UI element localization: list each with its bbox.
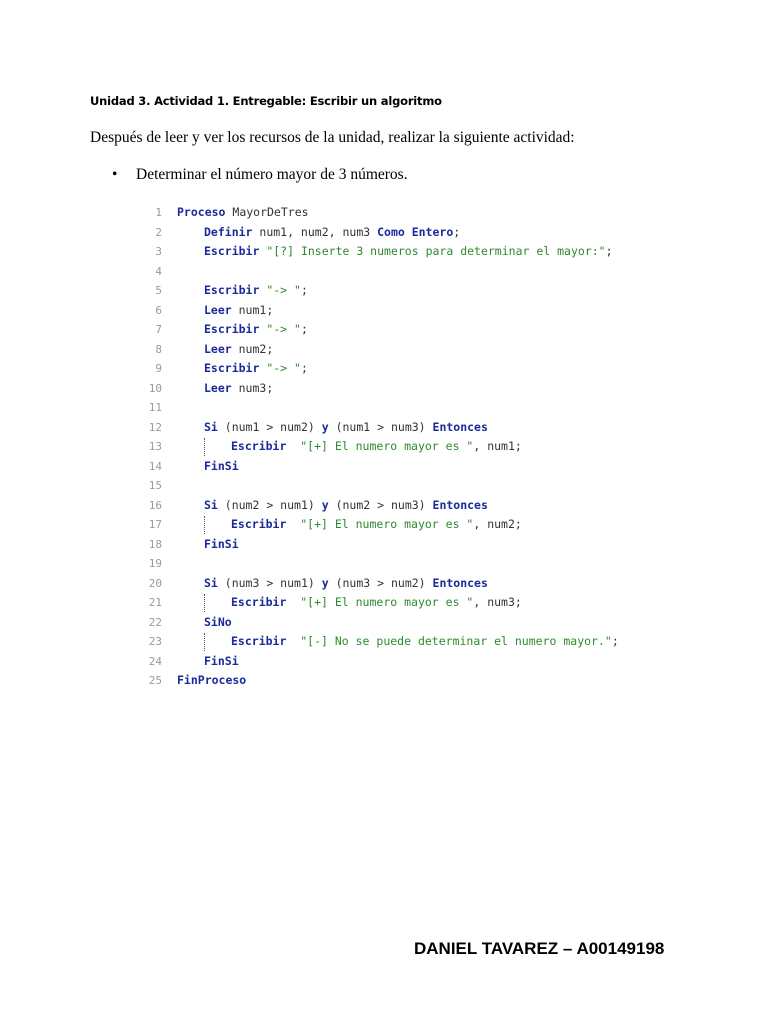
code-keyword: Si (204, 575, 218, 590)
code-keyword: Si (204, 419, 218, 434)
code-token: (num2 > num3) (328, 497, 433, 512)
code-line (140, 359, 619, 379)
code-text (177, 671, 246, 691)
line-number: 13 (148, 440, 162, 453)
code-line (140, 437, 619, 457)
code-keyword: SiNo (204, 614, 232, 629)
line-number: 12 (148, 420, 162, 434)
code-token (286, 439, 300, 453)
line-number: 6 (155, 303, 162, 317)
code-text (177, 496, 488, 516)
line-number: 11 (148, 401, 162, 414)
code-string: "[+] El numero mayor es " (300, 517, 474, 531)
line-number: 21 (148, 596, 162, 609)
code-line (140, 301, 619, 321)
code-line (140, 418, 619, 438)
code-token: num2; (231, 341, 274, 356)
code-token (286, 634, 300, 648)
code-keyword: Entonces (432, 419, 488, 434)
code-keyword: Definir (204, 224, 253, 239)
code-line (140, 320, 619, 340)
code-keyword: Leer (204, 380, 232, 395)
code-keyword: Leer (204, 341, 232, 356)
line-number: 15 (148, 479, 162, 492)
line-number: 1 (155, 206, 162, 219)
code-line (140, 554, 619, 574)
indent-guide (204, 516, 205, 534)
code-text (177, 593, 522, 613)
code-listing (140, 203, 619, 691)
code-text (177, 632, 619, 652)
code-keyword: Escribir (231, 517, 287, 531)
line-number: 9 (155, 362, 162, 375)
line-number: 4 (155, 264, 162, 278)
code-text (177, 203, 309, 223)
line-number: 16 (148, 498, 162, 512)
line-number: 2 (155, 225, 162, 239)
bullet-icon: • (112, 166, 118, 183)
code-text (177, 535, 239, 555)
code-line (140, 223, 619, 243)
code-keyword: y (321, 497, 329, 512)
code-token: ; (300, 322, 308, 336)
code-text (177, 457, 239, 477)
code-line (140, 262, 619, 282)
code-line (140, 457, 619, 477)
code-token: , num1; (473, 439, 522, 453)
line-number: 17 (148, 518, 162, 531)
code-token: (num1 > num3) (328, 419, 433, 434)
code-token: MayorDeTres (225, 205, 309, 219)
code-token: ; (605, 244, 613, 258)
code-keyword: Entonces (432, 497, 488, 512)
code-text (177, 242, 613, 262)
code-token: ; (300, 283, 308, 297)
code-keyword: FinProceso (177, 673, 247, 687)
code-line (140, 515, 619, 535)
code-keyword: FinSi (204, 653, 239, 668)
code-line (140, 593, 619, 613)
bullet-text: Determinar el número mayor de 3 números. (136, 166, 408, 183)
code-keyword: Escribir (204, 322, 260, 336)
line-number: 8 (155, 342, 162, 356)
code-line (140, 379, 619, 399)
code-line (140, 632, 619, 652)
code-string: "[+] El numero mayor es " (300, 595, 474, 609)
bullet-list-item (112, 166, 408, 184)
code-token: (num3 > num1) (217, 575, 322, 590)
code-token: , num3; (473, 595, 522, 609)
code-line (140, 281, 619, 301)
code-keyword: Como Entero (377, 224, 454, 239)
code-keyword: Escribir (204, 244, 260, 258)
code-string: "[-] No se puede determinar el numero mayor." (300, 634, 612, 648)
code-keyword: Escribir (231, 595, 287, 609)
code-keyword: Si (204, 497, 218, 512)
line-number: 3 (155, 245, 162, 258)
line-number: 23 (148, 635, 162, 648)
code-text (177, 437, 522, 457)
code-token: num3; (231, 380, 274, 395)
code-line (140, 340, 619, 360)
indent-guide (204, 633, 205, 651)
code-line (140, 613, 619, 633)
line-number: 14 (148, 459, 162, 473)
code-text (177, 223, 460, 243)
line-number: 22 (148, 615, 162, 629)
code-text (177, 652, 239, 672)
code-text (177, 515, 522, 535)
code-line (140, 476, 619, 496)
code-keyword: y (321, 575, 329, 590)
code-string: "[+] El numero mayor es " (300, 439, 474, 453)
line-number: 5 (155, 284, 162, 297)
code-text (177, 320, 308, 340)
code-line (140, 574, 619, 594)
author-footer: DANIEL TAVAREZ – A00149198 (414, 939, 665, 958)
code-string: "-> " (266, 283, 301, 297)
code-token: num1, num2, num3 (252, 224, 378, 239)
code-token (286, 595, 300, 609)
code-string: "-> " (266, 361, 301, 375)
line-number: 24 (148, 654, 162, 668)
code-text (177, 359, 308, 379)
code-text (177, 301, 273, 321)
code-text (177, 613, 232, 633)
code-keyword: FinSi (204, 536, 239, 551)
code-keyword: Leer (204, 302, 232, 317)
line-number: 25 (148, 674, 162, 687)
line-number: 10 (148, 381, 162, 395)
code-token: ; (611, 634, 619, 648)
code-string: "-> " (266, 322, 301, 336)
code-line (140, 496, 619, 516)
code-token: (num3 > num2) (328, 575, 433, 590)
code-text (177, 340, 273, 360)
code-token: (num1 > num2) (217, 419, 322, 434)
line-number: 20 (148, 576, 162, 590)
line-number: 7 (155, 323, 162, 336)
code-token: ; (453, 224, 461, 239)
code-keyword: Escribir (204, 283, 260, 297)
code-line (140, 398, 619, 418)
code-keyword: Escribir (204, 361, 260, 375)
indent-guide (204, 438, 205, 456)
code-keyword: FinSi (204, 458, 239, 473)
code-text (177, 379, 273, 399)
code-line (140, 535, 619, 555)
intro-paragraph: Después de leer y ver los recursos de la unidad, realizar la siguiente actividad: (90, 129, 575, 146)
code-token (286, 517, 300, 531)
code-keyword: y (321, 419, 329, 434)
code-line (140, 242, 619, 262)
code-line (140, 203, 619, 223)
code-token: ; (300, 361, 308, 375)
code-text (177, 418, 488, 438)
code-text (177, 574, 488, 594)
code-keyword: Escribir (231, 439, 287, 453)
indent-guide (204, 594, 205, 612)
code-line (140, 652, 619, 672)
code-token: , num2; (473, 517, 522, 531)
code-string: "[?] Inserte 3 numeros para determinar el mayor:" (266, 244, 606, 258)
code-token: (num2 > num1) (217, 497, 322, 512)
line-number: 18 (148, 537, 162, 551)
code-keyword: Escribir (231, 634, 287, 648)
document-heading: Unidad 3. Actividad 1. Entregable: Escribir un algoritmo (90, 94, 442, 108)
code-line (140, 671, 619, 691)
code-token: num1; (231, 302, 274, 317)
code-keyword: Proceso (177, 205, 226, 219)
code-keyword: Entonces (432, 575, 488, 590)
code-text (177, 281, 308, 301)
line-number: 19 (148, 557, 162, 570)
